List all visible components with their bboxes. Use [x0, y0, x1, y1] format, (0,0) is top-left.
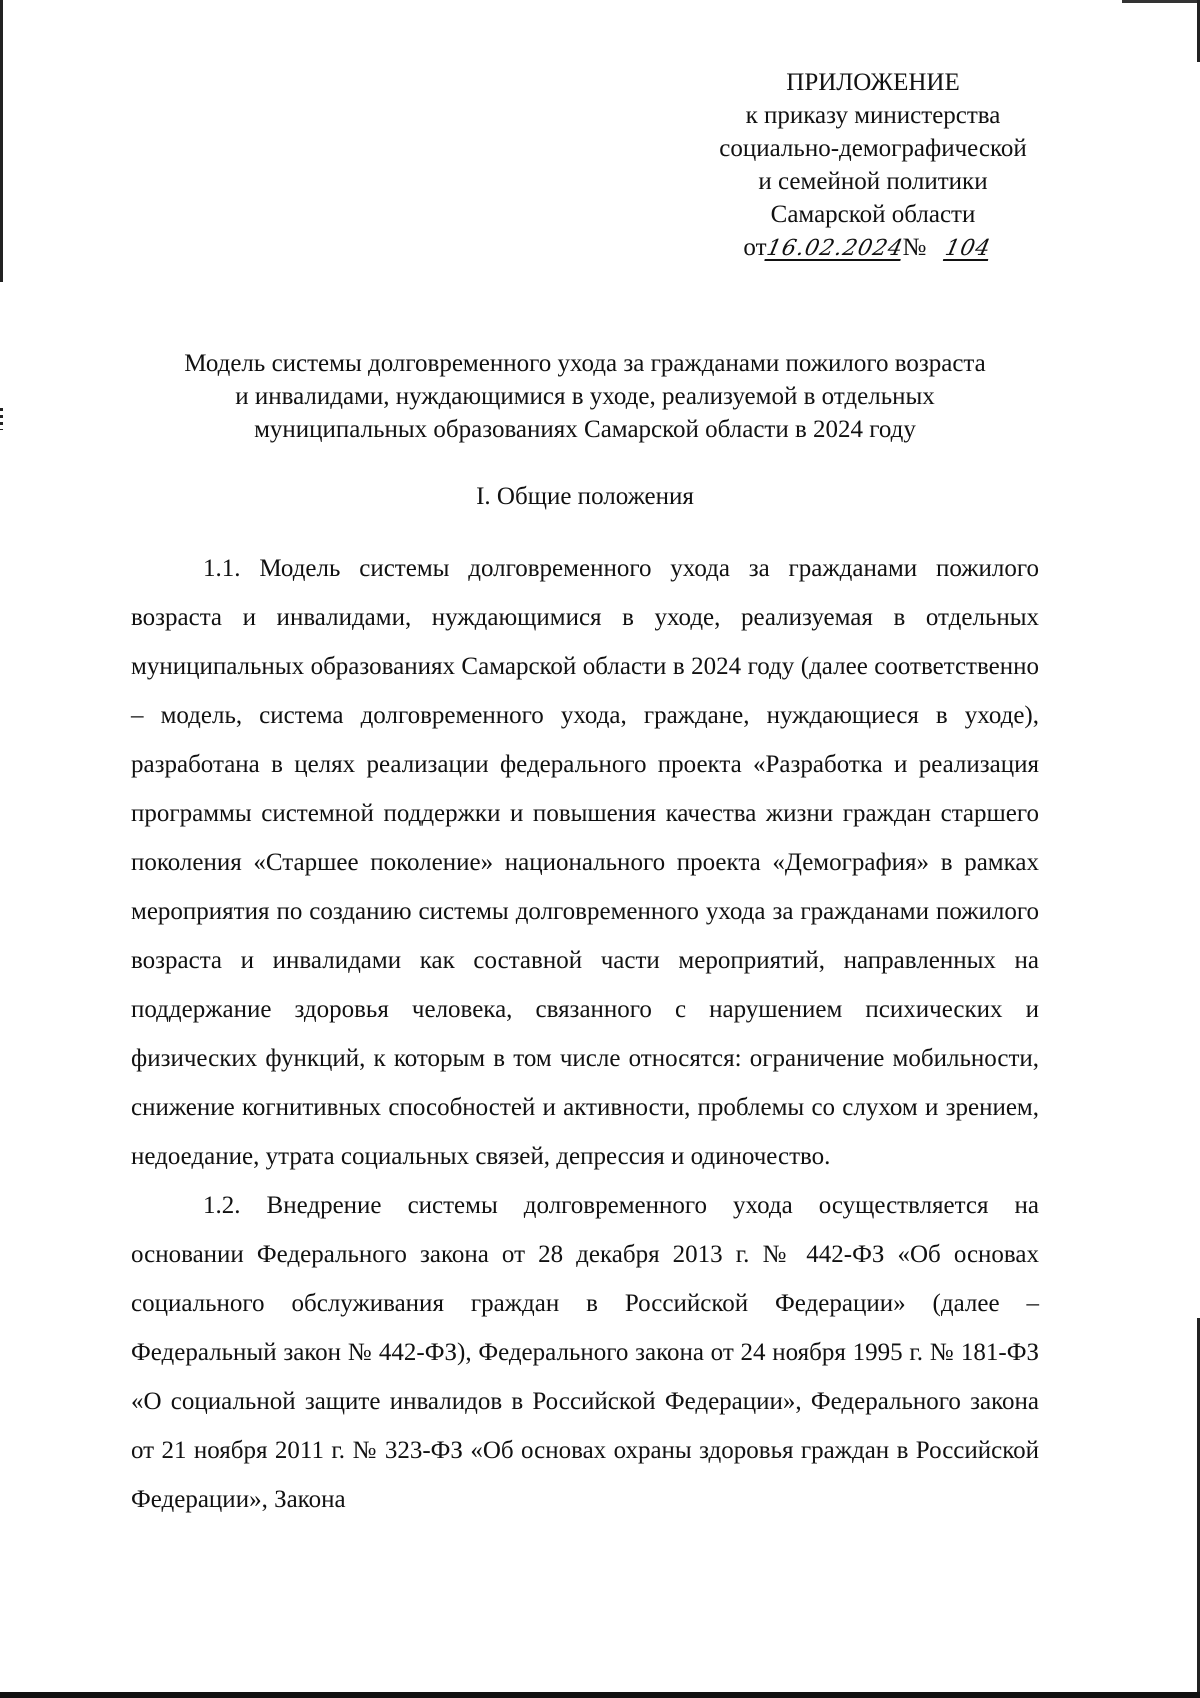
document-body — [131, 544, 1039, 1524]
document-title — [130, 347, 1040, 446]
scan-border-top — [1122, 0, 1200, 3]
section-heading: I. Общие положения — [476, 483, 694, 510]
approval-block — [700, 66, 1046, 265]
scan-border-left-marks — [0, 408, 3, 430]
scan-border-left — [0, 0, 3, 282]
approval-line-ministry: социально-демографической — [719, 135, 1027, 162]
order-number-prefix: № — [902, 234, 927, 261]
scan-border-bottom — [0, 1692, 1200, 1698]
order-reference — [700, 231, 1046, 265]
approval-line-policy: и семейной политики — [758, 168, 988, 195]
paragraph-1-2: 1.2. Внедрение системы долговременного ухода осуществляется на основании Федерального закона от 28 декабря 2013 г. № 442-ФЗ «Об основах социального обслуживания граждан в Российской Федерации» (далее – Федеральный закон № 442-ФЗ), Федерального закона от 24 ноября 1995 г. № 181-ФЗ «О социальной защите инвалидов в Российской Федерации», Федерального закона от 21 ноября 2011 г. № 323-ФЗ «Об основах охраны здоровья граждан в Российской Федерации», Закона — [131, 1192, 1039, 1513]
appendix-label: ПРИЛОЖЕНИЕ — [786, 69, 960, 96]
document-title-line-3: муниципальных образованиях Самарской области в 2024 году — [254, 416, 916, 443]
document-title-line-1: Модель системы долговременного ухода за гражданами пожилого возраста — [184, 350, 986, 377]
order-from-prefix: от — [743, 234, 767, 261]
order-date-handwritten: 16.02.2024 — [763, 236, 906, 261]
paragraph-1-1: 1.1. Модель системы долговременного ухода за гражданами пожилого возраста и инвалидами, нуждающимися в уходе, реализуемая в отдельных муниципальных образованиях Самарской области в 2024 году (далее соответственно – модель, система долговременного ухода, граждане, нуждающиеся в уходе), разработана в целях реализации федерального проекта «Разработка и реализация программы системной поддержки и повышения качества жизни граждан старшего поколения «Старшее поколение» национального проекта «Демография» в рамках мероприятия по созданию системы долговременного ухода за гражданами пожилого возраста и инвалидами как составной части мероприятий, направленных на поддержание здоровья человека, связанного с нарушением психических и физических функций, к которым в том числе относятся: ограничение мобильности, снижение когнитивных способностей и активности, проблемы со слухом и зрением, недоедание, утрата социальных связей, депрессия и одиночество. — [131, 555, 1039, 1170]
approval-line-region: Самарской области — [770, 201, 976, 228]
approval-line-order: к приказу министерства — [745, 102, 1001, 129]
document-title-line-2: и инвалидами, нуждающимися в уходе, реализуемой в отдельных — [235, 383, 935, 410]
order-number-handwritten: 104 — [942, 236, 993, 261]
